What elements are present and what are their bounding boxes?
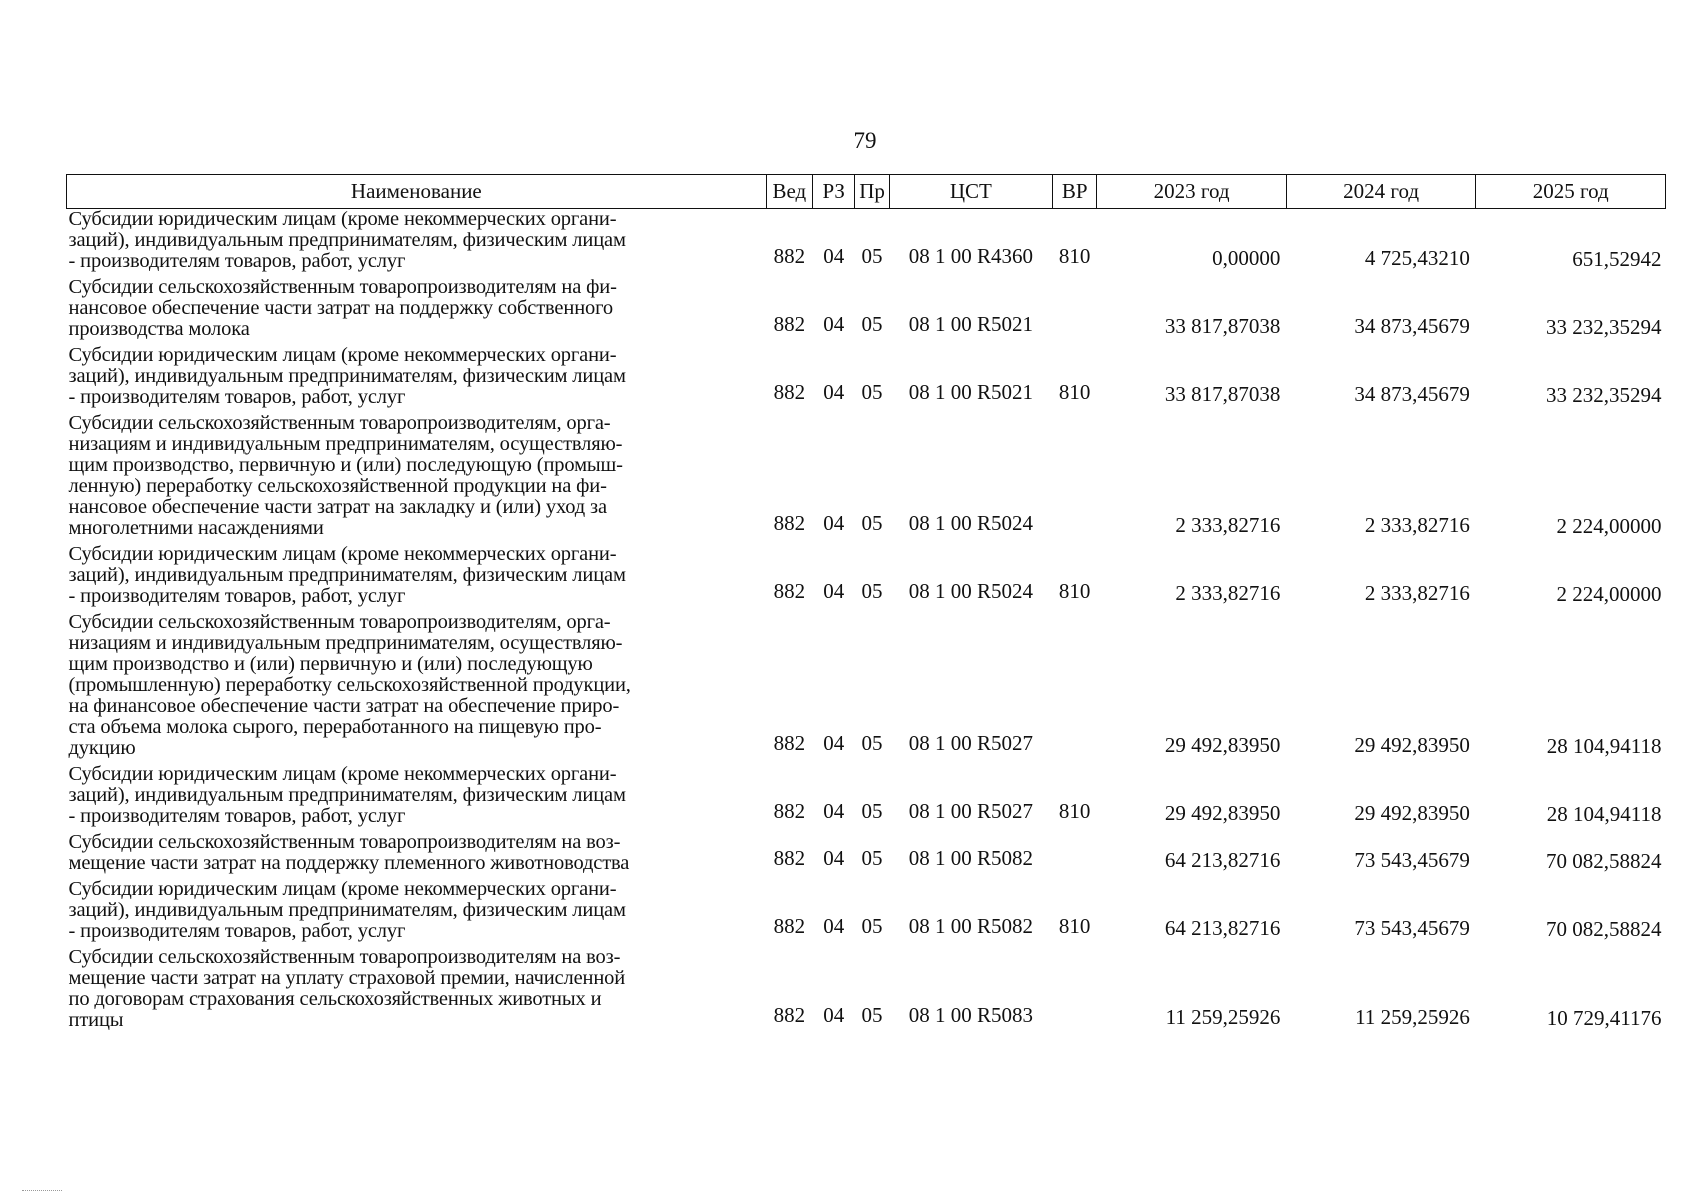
row-vr — [1052, 413, 1096, 544]
row-amount-2023: 33 817,87038 — [1164, 382, 1281, 406]
row-name-line: Субсидии юридическим лицам (кроме некоммерческих органи- — [68, 763, 617, 785]
row-amount-2024: 29 492,83950 — [1354, 733, 1470, 757]
header-cst: ЦСТ — [889, 175, 1052, 209]
row-amount-2024: 73 543,45679 — [1354, 848, 1470, 872]
row-vr — [1052, 277, 1096, 345]
row-name-line: по договорам страхования сельскохозяйственных животных и — [68, 988, 602, 1010]
row-name-cell — [67, 277, 767, 345]
row-vr: 810 — [1058, 914, 1091, 938]
row-amount-2025: 70 082,58824 — [1546, 917, 1662, 941]
table-row — [67, 879, 1666, 947]
row-pr: 05 — [861, 846, 883, 870]
table-row — [67, 544, 1666, 612]
row-name-line: - производителям товаров, работ, услуг — [68, 920, 406, 942]
row-rz: 04 — [823, 511, 845, 535]
row-amount-2024: 2 333,82716 — [1364, 513, 1470, 537]
table-row — [67, 947, 1666, 1036]
row-amount-2023: 33 817,87038 — [1164, 314, 1281, 338]
row-ved: 882 — [773, 511, 806, 535]
row-amount-2023: 0,00000 — [1212, 246, 1281, 270]
row-name-line: Субсидии сельскохозяйственным товаропроизводителям на воз- — [68, 946, 621, 968]
row-amount-2024: 29 492,83950 — [1354, 801, 1470, 825]
row-pr: 05 — [861, 244, 883, 268]
row-name-line: Субсидии юридическим лицам (кроме некоммерческих органи- — [68, 208, 617, 230]
row-amount-2025: 28 104,94118 — [1546, 734, 1662, 758]
header-2025: 2025 год — [1476, 175, 1666, 209]
row-pr: 05 — [861, 579, 883, 603]
row-amount-2024: 2 333,82716 — [1364, 581, 1470, 605]
row-name-line: - производителям товаров, работ, услуг — [68, 805, 406, 827]
row-name-cell — [67, 413, 767, 544]
header-pr: Пр — [855, 175, 889, 209]
row-name-line: - производителям товаров, работ, услуг — [68, 386, 406, 408]
row-amount-2025: 2 224,00000 — [1556, 514, 1662, 538]
row-amount-2023: 29 492,83950 — [1164, 733, 1281, 757]
row-name-cell — [67, 764, 767, 832]
row-amount-2025: 651,52942 — [1572, 247, 1662, 271]
row-amount-2023: 11 259,25926 — [1165, 1005, 1281, 1029]
row-vr: 810 — [1058, 244, 1091, 268]
row-name-line: заций), индивидуальным предпринимателям, физическим лицам — [68, 899, 626, 921]
row-ved: 882 — [773, 312, 806, 336]
row-name-line: Субсидии юридическим лицам (кроме некоммерческих органи- — [68, 878, 617, 900]
row-name-line: низациям и индивидуальным предпринимателям, осуществляю- — [68, 433, 623, 455]
row-ved: 882 — [773, 579, 806, 603]
row-amount-2024: 11 259,25926 — [1355, 1005, 1470, 1029]
row-ved: 882 — [773, 244, 806, 268]
row-pr: 05 — [861, 914, 883, 938]
row-pr: 05 — [861, 511, 883, 535]
row-cst: 08 1 00 R5082 — [908, 914, 1033, 938]
row-rz: 04 — [823, 914, 845, 938]
row-ved: 882 — [773, 799, 806, 823]
row-amount-2024: 73 543,45679 — [1354, 916, 1470, 940]
row-name-line: щим производство и (или) первичную и (или) последующую — [68, 653, 593, 675]
row-amount-2023: 64 213,82716 — [1164, 916, 1281, 940]
row-rz: 04 — [823, 731, 845, 755]
row-amount-2023: 64 213,82716 — [1164, 848, 1281, 872]
row-ved: 882 — [773, 731, 806, 755]
row-amount-2024: 34 873,45679 — [1354, 382, 1470, 406]
row-cst: 08 1 00 R5082 — [908, 846, 1033, 870]
header-2023: 2023 год — [1097, 175, 1287, 209]
header-ved: Вед — [766, 175, 812, 209]
row-name-cell — [67, 832, 767, 879]
row-pr: 05 — [861, 731, 883, 755]
table-row — [67, 413, 1666, 544]
row-name-line: ста объема молока сырого, переработанного на пищевую про- — [68, 716, 602, 738]
row-name-line: заций), индивидуальным предпринимателям, физическим лицам — [68, 784, 626, 806]
row-vr: 810 — [1058, 380, 1091, 404]
table-header-row — [67, 175, 1666, 209]
row-rz: 04 — [823, 380, 845, 404]
row-name-line: Субсидии сельскохозяйственным товаропроизводителям, орга- — [68, 412, 611, 434]
row-rz: 04 — [823, 312, 845, 336]
page-number: 79 — [853, 128, 877, 153]
row-rz: 04 — [823, 244, 845, 268]
row-name-line: щим производство, первичную и (или) последующую (промыш- — [68, 454, 623, 476]
row-name-line: нансовое обеспечение части затрат на поддержку собственного — [68, 297, 613, 319]
row-cst: 08 1 00 R5024 — [908, 511, 1033, 535]
row-name-line: Субсидии сельскохозяйственным товаропроизводителям на фи- — [68, 276, 617, 298]
row-name-cell — [67, 947, 767, 1036]
row-vr: 810 — [1058, 799, 1091, 823]
table-row — [67, 832, 1666, 879]
row-name-line: многолетними насаждениями — [68, 517, 324, 539]
header-name: Наименование — [67, 175, 767, 209]
row-cst: 08 1 00 R4360 — [908, 244, 1033, 268]
row-amount-2025: 28 104,94118 — [1546, 802, 1662, 826]
table-row — [67, 345, 1666, 413]
scan-artifact — [22, 1190, 62, 1193]
row-cst: 08 1 00 R5024 — [908, 579, 1033, 603]
row-name-line: - производителям товаров, работ, услуг — [68, 585, 406, 607]
row-ved: 882 — [773, 380, 806, 404]
row-name-line: ленную) переработку сельскохозяйственной продукции на фи- — [68, 475, 607, 497]
row-name-line: - производителям товаров, работ, услуг — [68, 250, 406, 272]
row-pr: 05 — [861, 380, 883, 404]
row-name-line: нансовое обеспечение части затрат на закладку и (или) уход за — [68, 496, 607, 518]
row-name-line: мещение части затрат на уплату страховой премии, начисленной — [68, 967, 626, 989]
header-2024: 2024 год — [1286, 175, 1476, 209]
row-ved: 882 — [773, 914, 806, 938]
header-vr: ВР — [1052, 175, 1096, 209]
row-name-line: (промышленную) переработку сельскохозяйственной продукции, — [68, 674, 631, 696]
row-name-line: дукцию — [68, 737, 136, 759]
row-pr: 05 — [861, 799, 883, 823]
row-ved: 882 — [773, 846, 806, 870]
row-name-line: птицы — [68, 1009, 124, 1031]
row-vr — [1052, 832, 1096, 879]
row-amount-2025: 33 232,35294 — [1546, 383, 1662, 407]
row-cst: 08 1 00 R5083 — [908, 1003, 1033, 1027]
row-name-line: Субсидии юридическим лицам (кроме некоммерческих органи- — [68, 543, 617, 565]
row-vr: 810 — [1058, 579, 1091, 603]
table-row — [67, 764, 1666, 832]
row-name-cell — [67, 345, 767, 413]
table-row — [67, 209, 1666, 278]
table-row — [67, 612, 1666, 764]
row-name-line: производства молока — [68, 318, 250, 340]
row-name-line: Субсидии сельскохозяйственным товаропроизводителям на воз- — [68, 831, 621, 853]
row-amount-2023: 2 333,82716 — [1175, 513, 1281, 537]
row-amount-2025: 2 224,00000 — [1556, 582, 1662, 606]
row-amount-2025: 33 232,35294 — [1546, 315, 1662, 339]
row-rz: 04 — [823, 579, 845, 603]
row-name-cell — [67, 612, 767, 764]
row-name-cell — [67, 209, 767, 278]
row-amount-2025: 10 729,41176 — [1546, 1006, 1662, 1030]
row-name-line: на финансовое обеспечение части затрат на обеспечение приро- — [68, 695, 620, 717]
header-rz: РЗ — [813, 175, 855, 209]
row-cst: 08 1 00 R5021 — [908, 380, 1033, 404]
row-name-line: мещение части затрат на поддержку племенного животноводства — [68, 852, 630, 874]
row-name-cell — [67, 544, 767, 612]
table-body — [67, 209, 1666, 1037]
row-name-line: заций), индивидуальным предпринимателям, физическим лицам — [68, 564, 626, 586]
row-name-cell — [67, 879, 767, 947]
row-vr — [1052, 612, 1096, 764]
row-cst: 08 1 00 R5021 — [908, 312, 1033, 336]
row-cst: 08 1 00 R5027 — [908, 799, 1033, 823]
row-name-line: низациям и индивидуальным предпринимателям, осуществляю- — [68, 632, 623, 654]
row-amount-2025: 70 082,58824 — [1546, 849, 1662, 873]
row-name-line: Субсидии юридическим лицам (кроме некоммерческих органи- — [68, 344, 617, 366]
row-rz: 04 — [823, 799, 845, 823]
table-row — [67, 277, 1666, 345]
row-rz: 04 — [823, 846, 845, 870]
row-name-line: заций), индивидуальным предпринимателям, физическим лицам — [68, 229, 626, 251]
row-amount-2023: 29 492,83950 — [1164, 801, 1281, 825]
row-amount-2024: 4 725,43210 — [1364, 246, 1470, 270]
row-cst: 08 1 00 R5027 — [908, 731, 1033, 755]
row-amount-2024: 34 873,45679 — [1354, 314, 1470, 338]
budget-table — [66, 174, 1666, 1036]
row-pr: 05 — [861, 312, 883, 336]
row-amount-2023: 2 333,82716 — [1175, 581, 1281, 605]
row-vr — [1052, 947, 1096, 1036]
row-name-line: заций), индивидуальным предпринимателям, физическим лицам — [68, 365, 626, 387]
row-ved: 882 — [773, 1003, 806, 1027]
row-rz: 04 — [823, 1003, 845, 1027]
row-pr: 05 — [861, 1003, 883, 1027]
row-name-line: Субсидии сельскохозяйственным товаропроизводителям, орга- — [68, 611, 611, 633]
